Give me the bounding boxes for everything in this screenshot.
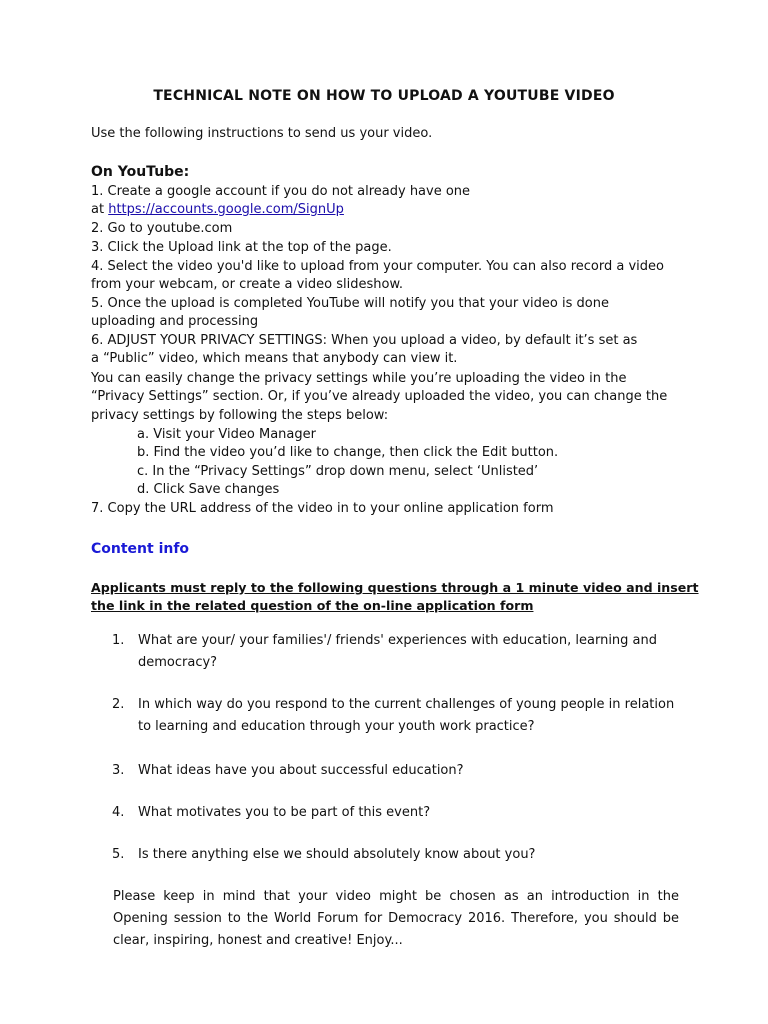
question-5-line-1: Is there anything else we should absolutely know about you? [138, 847, 536, 862]
question-2-line-1: In which way do you respond to the current challenges of young people in relation [138, 697, 675, 712]
step-4-line-1: 4. Select the video you'd like to upload from your computer. You can also record a video [91, 259, 664, 274]
step-2: 2. Go to youtube.com [91, 221, 233, 236]
substep-c: c. In the “Privacy Settings” drop down menu, select ‘Unlisted’ [137, 464, 539, 479]
step-6-line-5: privacy settings by following the steps below: [91, 408, 389, 423]
step-1-line-2 [91, 201, 344, 219]
step-5-line-2: uploading and processing [91, 314, 259, 329]
substep-a: a. Visit your Video Manager [137, 427, 316, 442]
youtube-heading: On YouTube: [91, 164, 190, 180]
applicants-instruction-line-2: the link in the related question of the on-line application form [91, 598, 534, 613]
step-7: 7. Copy the URL address of the video in to your online application form [91, 501, 554, 516]
substep-b: b. Find the video you’d like to change, then click the Edit button. [137, 445, 559, 460]
step-4-line-2: from your webcam, or create a video slideshow. [91, 277, 404, 292]
closing-paragraph: Please keep in mind that your video might be chosen as an introduction in the Opening session to the World Forum for Democracy 2016. Therefore, you should be clear, inspiring, honest and creative! Enjoy... [113, 889, 679, 948]
question-2-number: 2. [112, 697, 125, 712]
question-3-line-1: What ideas have you about successful education? [138, 763, 464, 778]
applicants-instruction-line-1: Applicants must reply to the following questions through a 1 minute video and insert [91, 580, 699, 595]
page-title: TECHNICAL NOTE ON HOW TO UPLOAD A YOUTUBE VIDEO [153, 88, 615, 104]
question-1-number: 1. [112, 633, 125, 648]
step-6-line-2: a “Public” video, which means that anybody can view it. [91, 351, 458, 366]
intro-text: Use the following instructions to send us your video. [91, 126, 433, 141]
question-1-line-2: democracy? [138, 655, 218, 670]
substep-d: d. Click Save changes [137, 482, 280, 497]
step-1-prefix: at [91, 202, 109, 217]
question-3-number: 3. [112, 763, 125, 778]
question-2-line-2: to learning and education through your youth work practice? [138, 719, 535, 734]
step-6-line-1: 6. ADJUST YOUR PRIVACY SETTINGS: When you upload a video, by default it’s set as [91, 333, 638, 348]
step-5-line-1: 5. Once the upload is completed YouTube will notify you that your video is done [91, 296, 609, 311]
step-1-line-1: 1. Create a google account if you do not already have one [91, 184, 471, 199]
step-3: 3. Click the Upload link at the top of the page. [91, 240, 392, 255]
question-1-line-1: What are your/ your families'/ friends' experiences with education, learning and [138, 633, 658, 648]
question-4-line-1: What motivates you to be part of this event? [138, 805, 431, 820]
step-6-line-3: You can easily change the privacy settings while you’re uploading the video in the [91, 371, 627, 386]
content-info-heading: Content info [91, 541, 190, 557]
question-4-number: 4. [112, 805, 125, 820]
step-6-line-4: “Privacy Settings” section. Or, if you’ve already uploaded the video, you can change the [91, 389, 668, 404]
question-5-number: 5. [112, 847, 125, 862]
signup-link[interactable]: https://accounts.google.com/SignUp [108, 202, 344, 217]
